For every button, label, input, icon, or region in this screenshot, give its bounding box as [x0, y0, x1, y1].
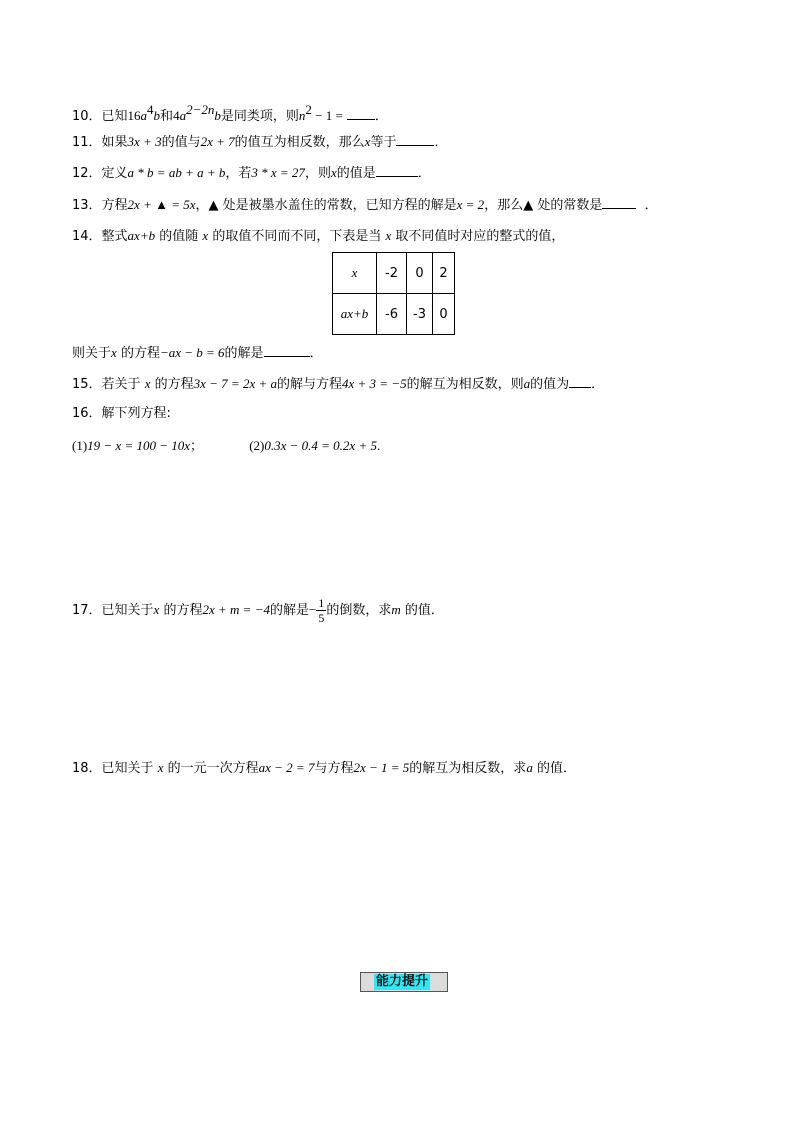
q14-var-x3: x	[111, 345, 117, 360]
table-cell: -3	[407, 294, 433, 335]
q10-var-a2: a	[179, 108, 187, 123]
q11-expr-2: 2x + 7	[200, 134, 235, 149]
question-10	[72, 100, 388, 127]
q15-text-2: 的解与方程	[276, 377, 342, 392]
question-14-continued	[72, 342, 323, 364]
q18-label: 18．已知关于	[72, 761, 154, 776]
question-16	[72, 404, 171, 424]
q13-answer-blank[interactable]	[602, 194, 636, 209]
q10-exp-4: 4	[147, 102, 154, 117]
q11-var-x: x	[364, 134, 371, 149]
table-row	[333, 294, 455, 335]
q17-fraction	[316, 596, 326, 625]
q14-var-x2: x	[385, 228, 392, 243]
q15-text-4: 的值为	[530, 377, 570, 392]
table-cell: 0	[433, 294, 455, 335]
q17-numerator: 1	[318, 596, 325, 610]
q15-answer-blank[interactable]	[569, 373, 591, 388]
q14-text-2: 的取值不同而不同，下表是当	[212, 229, 382, 244]
q16-sep: ；	[190, 439, 204, 454]
q11-label: 11．如果	[72, 135, 128, 150]
table-cell: 0	[407, 253, 433, 294]
value-table	[332, 252, 455, 335]
q13-label: 13．方程	[72, 198, 128, 213]
q15-var-a: a	[523, 376, 531, 391]
q18-equation-1: ax − 2 = 7	[258, 760, 315, 775]
q16-end: .	[376, 438, 381, 453]
q11-text-2: 的值互为相反数，那么	[234, 135, 365, 150]
table-head-x: x	[333, 253, 377, 294]
q18-text-4: 的值．	[536, 761, 576, 776]
q18-equation-2: 2x − 1 = 5	[353, 760, 410, 775]
q12-text-2: ，则	[304, 166, 331, 181]
q14-text-6: 的解是	[224, 346, 264, 361]
q12-label: 12．定义	[72, 166, 128, 181]
q14-equation: −ax − b = 6	[159, 345, 225, 360]
q10-var-b: b	[153, 108, 161, 123]
question-14	[72, 226, 564, 247]
q10-var-b2: b	[214, 108, 221, 123]
q15-text-3: 的解互为相反数，则	[406, 377, 524, 392]
q14-text-3: 取不同值时对应的整式的值，	[395, 229, 565, 244]
q17-equation: 2x + m = −4	[202, 602, 270, 617]
q17-var-x: x	[153, 602, 160, 617]
q17-label: 17．已知关于	[72, 603, 154, 618]
q15-equation-2: 4x + 3 = −5	[342, 376, 407, 391]
q10-label: 10．已知	[72, 109, 128, 124]
q15-var-x: x	[144, 376, 151, 391]
q15-text-1: 的方程	[154, 377, 194, 392]
question-13	[72, 194, 658, 216]
q17-text-4: 的值．	[404, 603, 444, 618]
q13-solution: x = 2	[456, 197, 485, 212]
q10-text: 是同类项，则	[220, 109, 299, 124]
q10-exp-2: 2	[305, 102, 312, 117]
section-title: 能力提升	[376, 974, 429, 989]
q14-var-x: x	[202, 228, 209, 243]
q17-minus: −	[308, 602, 317, 617]
q13-end: ．	[644, 198, 658, 213]
q14-expr: ax+b	[127, 228, 156, 243]
q10-var-n: n	[298, 108, 306, 123]
q10-answer-blank[interactable]	[347, 105, 375, 120]
table-cell: -2	[377, 253, 407, 294]
table-cell: -6	[377, 294, 407, 335]
q13-text-1: ，▲ 处是被墨水盖住的常数，已知方程的解是	[195, 198, 457, 213]
q12-var-x: x	[330, 165, 337, 180]
q18-text-2: 与方程	[314, 761, 354, 776]
q12-answer-blank[interactable]	[376, 162, 418, 177]
question-17	[72, 596, 444, 625]
q12-condition: 3 * x = 27	[251, 165, 305, 180]
q18-text-3: 的解互为相反数，求	[409, 761, 527, 776]
table-cell: 2	[433, 253, 455, 294]
q14-text-1: 的值随	[159, 229, 199, 244]
q13-text-2: ，那么▲ 处的常数是	[484, 198, 603, 213]
q18-var-x: x	[157, 760, 164, 775]
question-18	[72, 758, 576, 779]
q10-coef-16: 16	[127, 108, 141, 123]
q10-coef-4: 4	[173, 108, 180, 123]
q14-label: 14．整式	[72, 229, 128, 244]
q11-answer-blank[interactable]	[396, 131, 434, 146]
q11-text-1: 的值与	[161, 135, 201, 150]
question-16-parts	[72, 436, 380, 457]
q18-var-a: a	[526, 760, 533, 775]
q17-text-1: 的方程	[163, 603, 203, 618]
q10-exp-2-2n: 2−2n	[186, 102, 215, 117]
q10-var-a: a	[140, 108, 148, 123]
q18-text-1: 的一元一次方程	[167, 761, 259, 776]
q17-var-m: m	[391, 602, 401, 617]
q14-text-4: 则关于	[72, 346, 112, 361]
table-head-expr: ax+b	[333, 294, 377, 335]
q17-text-3: 的倒数，求	[326, 603, 392, 618]
q14-text-5: 的方程	[120, 346, 160, 361]
q12-definition: a * b = ab + a + b	[127, 165, 226, 180]
q16-part-2-label: (2)	[249, 438, 265, 453]
q11-text-3: 等于	[370, 135, 397, 150]
q17-denominator: 5	[318, 611, 325, 625]
q15-equation-1: 3x − 7 = 2x + a	[193, 376, 277, 391]
q15-label: 15．若关于	[72, 377, 141, 392]
table-row	[333, 253, 455, 294]
q15-end: ．	[591, 377, 605, 392]
q12-end: ．	[417, 166, 431, 181]
question-12	[72, 162, 431, 184]
section-heading	[360, 972, 448, 992]
q16-equation-1: 19 − x = 100 − 10x	[87, 438, 191, 453]
q16-equation-2: 0.3x − 0.4 = 0.2x + 5	[264, 438, 377, 453]
q16-label: 16．解下列方程:	[72, 406, 171, 421]
q16-part-1-label: (1)	[72, 438, 88, 453]
q17-text-2: 的解是	[269, 603, 309, 618]
q11-expr-1: 3x + 3	[127, 134, 162, 149]
question-15	[72, 373, 604, 395]
q14-end: ．	[309, 346, 323, 361]
q11-end: ．	[434, 135, 448, 150]
q10-minus-one: − 1 =	[311, 108, 343, 123]
q12-text-1: ，若	[225, 166, 252, 181]
q10-end: ．	[374, 109, 388, 124]
q12-text-3: 的值是	[336, 166, 376, 181]
q10-and: 和	[160, 109, 174, 124]
q14-answer-blank[interactable]	[264, 342, 310, 357]
question-11	[72, 131, 447, 153]
q13-equation: 2x + ▲ = 5x	[127, 197, 196, 212]
